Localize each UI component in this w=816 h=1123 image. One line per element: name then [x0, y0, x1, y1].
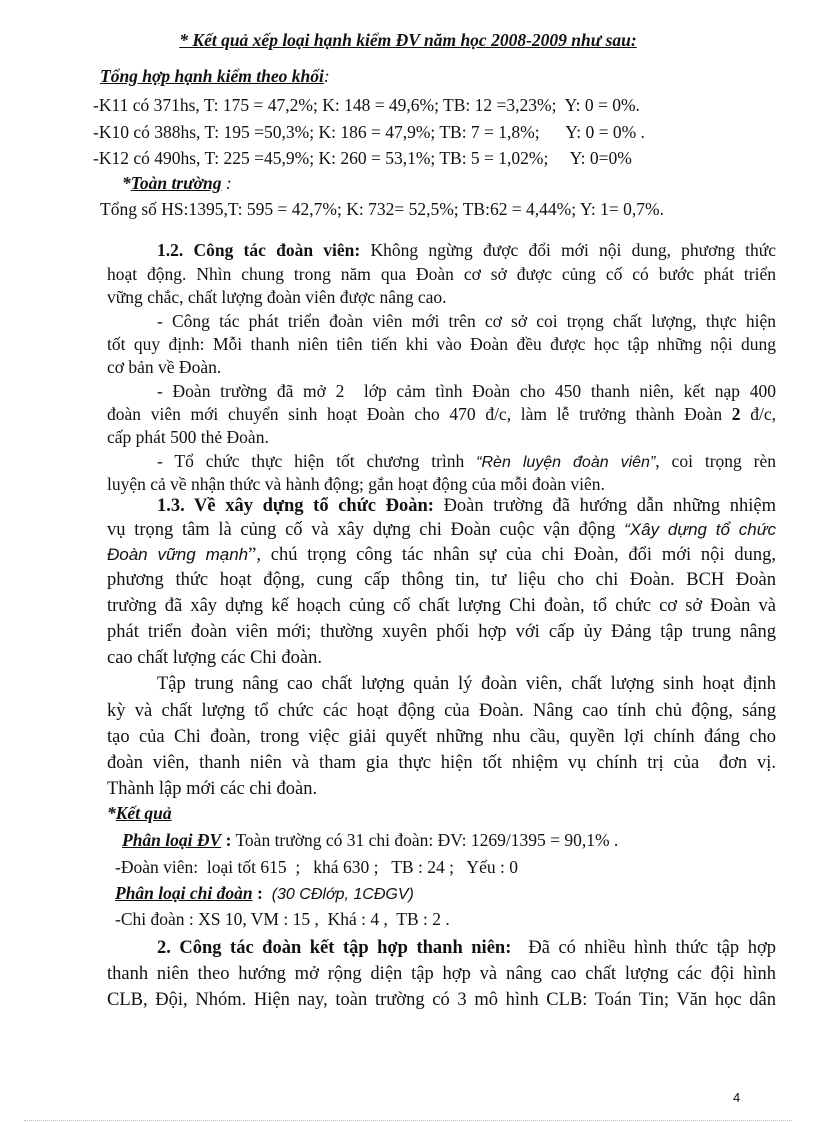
cd-classification-colon: : — [252, 883, 263, 903]
section-1-3-heading: 1.3. Về xây dựng tổ chức Đoàn: — [157, 496, 434, 516]
bullet-2-line-2 — [107, 404, 776, 425]
results-heading-text: Kết quả — [115, 803, 172, 823]
section-2-heading: 2. Công tác đoàn kết tập hợp thanh niên: — [157, 938, 512, 958]
bullet-2-line-1: - Đoàn trường đã mở 2 lớp cảm tình Đoàn cho 450 thanh niên, kết nạp 400 — [157, 381, 776, 401]
section-1-3-line-2 — [107, 519, 776, 541]
section-1-3-quote-start: “Xây dựng tổ chức — [624, 520, 776, 539]
bullet-1-line-3: cơ bản về Đoàn. — [107, 357, 222, 377]
bullet-1-line-1: - Công tác phát triển đoàn viên mới trên cơ sở coi trọng chất lượng, thực hiện — [157, 311, 776, 331]
page-number: 4 — [733, 1090, 741, 1105]
bullet-3-program-name: “Rèn luyện đoàn viên” — [476, 454, 656, 471]
section-2-text: Đã có nhiều hình thức tập hợp — [511, 938, 776, 958]
bullet-3-line-1 — [157, 451, 776, 472]
section-1-3-line-4: phương thức hoạt động, cung cấp thông tin, tư liệu cho chi Đoàn. BCH Đoàn — [107, 570, 776, 590]
results-cd-detail: -Chi đoàn : XS 10, VM : 15 , Khá : 4 , TB : 2 . — [115, 909, 450, 929]
page-title-text: * Kết quả xếp loại hạnh kiểm ĐV năm học 2008-2009 như sau: — [179, 30, 637, 50]
section-2-line-2: thanh niên theo hướng mở rộng diện tập hợp và nâng cao chất lượng các đội hình — [107, 964, 776, 984]
section-1-3-para2-line-2: kỳ và chất lượng tổ chức các hoạt động của Đoàn. Nâng cao tính chủ động, sáng — [107, 701, 776, 721]
section-1-3-line-1 — [157, 495, 776, 517]
results-dv-line — [122, 830, 618, 851]
whole-school-heading — [122, 173, 232, 194]
bullet-3-text-a: - Tổ chức thực hiện tốt chương trình — [157, 451, 477, 471]
cd-classification-note: (30 CĐlớp, 1CĐGV) — [262, 886, 414, 903]
whole-school-prefix: * — [122, 173, 131, 193]
section-2-line-1 — [157, 937, 776, 959]
section-1-3-line-2-text: vụ trọng tâm là củng cố và xây dựng chi Đoàn cuộc vận động — [107, 520, 625, 540]
section-1-3-para2-line-5: Thành lập mới các chi đoàn. — [107, 779, 318, 799]
grade-row-k12: -K12 có 490hs, T: 225 =45,9%; K: 260 = 53,1%; TB: 5 = 1,02%; Y: 0=0% — [93, 148, 632, 168]
results-dv-detail: -Đoàn viên: loại tốt 615 ; khá 630 ; TB : 24 ; Yếu : 0 — [115, 857, 518, 877]
by-grade-heading-text: Tổng hợp hạnh kiểm theo khối — [100, 66, 324, 86]
cd-classification-heading: Phân loại chi đoàn — [115, 883, 253, 903]
section-1-3-quote-end: Đoàn vững mạnh — [107, 545, 249, 564]
bullet-3-text-b: , coi trọng rèn — [655, 451, 777, 471]
dv-classification-heading: Phân loại ĐV — [122, 830, 222, 850]
results-cd-line — [115, 883, 414, 904]
section-1-3-line-7: cao chất lượng các Chi đoàn. — [107, 648, 323, 668]
whole-school-heading-text: Toàn trường — [130, 173, 222, 193]
dv-classification-text: Toàn trường có 31 chi đoàn: ĐV: 1269/1395 = 90,1% . — [231, 830, 619, 850]
results-heading — [107, 803, 172, 824]
bullet-2-line-3: cấp phát 500 thẻ Đoàn. — [107, 427, 269, 447]
whole-school-suffix: : — [221, 173, 232, 193]
section-1-3-para2-line-4: đoàn viên, thanh niên và tham gia thực hiện tốt nhiệm vụ chính trị của đơn vị. — [107, 753, 776, 773]
footer-divider — [24, 1120, 792, 1121]
results-prefix: * — [107, 803, 116, 823]
section-1-3-line-5: trường đã xây dựng kế hoạch củng cố chất lượng Chi đoàn, tổ chức cơ sở Đoàn và — [107, 596, 776, 616]
page-title — [0, 30, 816, 51]
section-1-2-line-3: vững chắc, chất lượng đoàn viên được nâng cao. — [107, 287, 447, 307]
section-1-3-text: Đoàn trường đã hướng dẫn những nhiệm — [433, 496, 777, 516]
by-grade-heading-suffix: : — [323, 66, 330, 86]
section-1-3-para2-line-1: Tập trung nâng cao chất lượng quản lý đoàn viên, chất lượng sinh hoạt định — [157, 674, 776, 694]
grade-row-k11: -K11 có 371hs, T: 175 = 47,2%; K: 148 = 49,6%; TB: 12 =3,23%; Y: 0 = 0%. — [93, 95, 640, 115]
whole-school-total: Tổng số HS:1395,T: 595 = 42,7%; K: 732= 52,5%; TB:62 = 4,44%; Y: 1= 0,7%. — [100, 199, 664, 219]
section-1-3-para2-line-3: tạo của Chi đoàn, trong việc giải quyết những nhu cầu, quyền lợi chính đáng cho — [107, 727, 776, 747]
bullet-1-line-2: tốt quy định: Mỗi thanh niên tiên tiến khi vào Đoàn đều được học tập những nội dung — [107, 334, 776, 354]
section-1-2-heading: 1.2. Công tác đoàn viên: — [157, 240, 361, 260]
section-1-2-line-1 — [157, 240, 776, 261]
grade-row-k10: -K10 có 388hs, T: 195 =50,3%; K: 186 = 47,9%; TB: 7 = 1,8%; Y: 0 = 0% . — [93, 122, 645, 142]
bullet-2-text-a: đoàn viên mới chuyển sinh hoạt Đoàn cho 470 đ/c, làm lễ trưởng thành Đoàn — [107, 404, 732, 424]
bullet-2-text-b: đ/c, — [740, 404, 776, 424]
section-1-3-line-3-text: ”, chú trọng công tác nhân sự của chi Đoàn, đổi mới nội dung, — [248, 545, 776, 565]
bullet-3-line-2: luyện cả về nhận thức và hành động; gắn hoạt động của mỗi đoàn viên. — [107, 474, 605, 494]
dv-classification-colon: : — [221, 830, 232, 850]
section-1-2-text: Không ngừng được đổi mới nội dung, phương thức — [360, 240, 777, 260]
section-1-3-line-6: phát triển đoàn viên mới; thường xuyên phối hợp với cấp ủy Đảng tập trung nâng — [107, 622, 776, 642]
by-grade-heading — [100, 66, 330, 87]
section-1-3-line-3 — [107, 544, 776, 566]
section-2-line-3: CLB, Đội, Nhóm. Hiện nay, toàn trường có 3 mô hình CLB: Toán Tin; Văn học dân — [107, 990, 776, 1010]
bullet-2-bold-count: 2 — [731, 404, 741, 424]
section-1-2-line-2: hoạt động. Nhìn chung trong năm qua Đoàn cơ sở được củng cố có bước phát triển — [107, 264, 776, 284]
